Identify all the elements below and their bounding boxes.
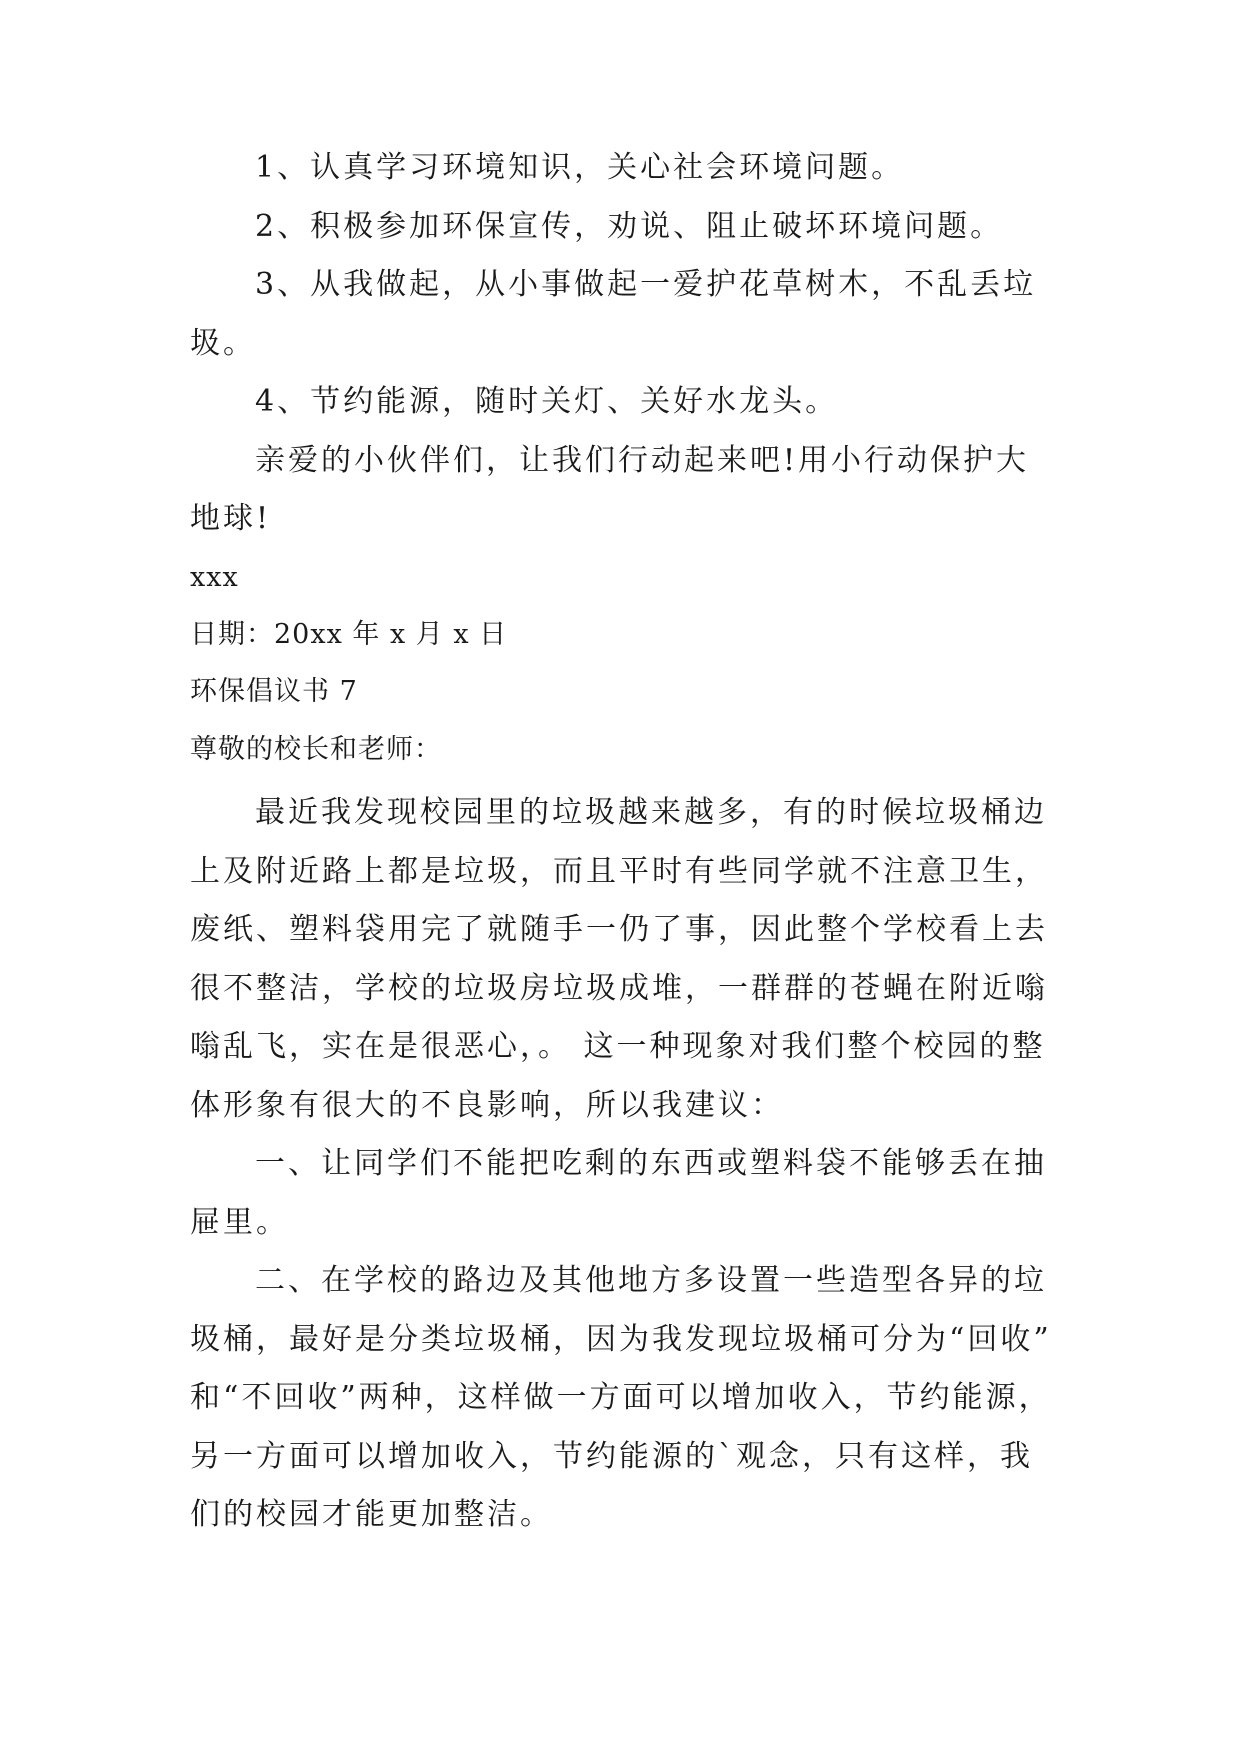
paragraph-line: 二、在学校的路边及其他地方多设置一些造型各异的垃 (255, 1263, 1047, 1298)
salutation: 尊敬的校长和老师： (190, 734, 442, 765)
paragraph-line: 最近我发现校园里的垃圾越来越多，有的时候垃圾桶边 (255, 795, 1047, 830)
paragraph-line: 3、从我做起，从小事做起一爱护花草树木，不乱丢垃 (255, 267, 1037, 302)
paragraph-line: 亲爱的小伙伴们，让我们行动起来吧!用小行动保护大 (255, 443, 1030, 478)
paragraph-line: 2、积极参加环保宣传，劝说、阻止破坏环境问题。 (255, 209, 1004, 244)
paragraph-line: 上及附近路上都是垃圾，而且平时有些同学就不注意卫生， (190, 854, 1048, 889)
paragraph-line: 废纸、塑料袋用完了就随手一仍了事，因此整个学校看上去 (190, 912, 1048, 947)
paragraph-line: 1、认真学习环境知识，关心社会环境问题。 (255, 150, 905, 185)
paragraph-line: 圾。 (190, 326, 256, 361)
paragraph-line: 们的校园才能更加整洁。 (190, 1497, 553, 1532)
paragraph-line: 4、节约能源，随时关灯、关好水龙头。 (255, 384, 839, 419)
signature-name: xxx (190, 562, 239, 593)
date-line: 日期：20xx 年 x 月 x 日 (190, 619, 508, 650)
paragraph-line: 另一方面可以增加收入，节约能源的`观念，只有这样，我 (190, 1439, 1033, 1474)
paragraph-line: 屉里。 (190, 1205, 289, 1240)
paragraph-line: 和“不回收”两种，这样做一方面可以增加收入，节约能源， (190, 1380, 1052, 1415)
paragraph-line: 体形象有很大的不良影响，所以我建议： (190, 1088, 784, 1123)
paragraph-line: 圾桶，最好是分类垃圾桶，因为我发现垃圾桶可分为“回收” (190, 1322, 1052, 1357)
paragraph-line: 地球! (190, 501, 272, 536)
paragraph-line: 很不整洁，学校的垃圾房垃圾成堆，一群群的苍蝇在附近嗡 (190, 971, 1048, 1006)
section-title: 环保倡议书 7 (190, 676, 358, 707)
paragraph-line: 嗡乱飞，实在是很恶心，。 这一种现象对我们整个校园的整 (190, 1029, 1046, 1064)
paragraph-line: 一、让同学们不能把吃剩的东西或塑料袋不能够丢在抽 (255, 1146, 1047, 1181)
